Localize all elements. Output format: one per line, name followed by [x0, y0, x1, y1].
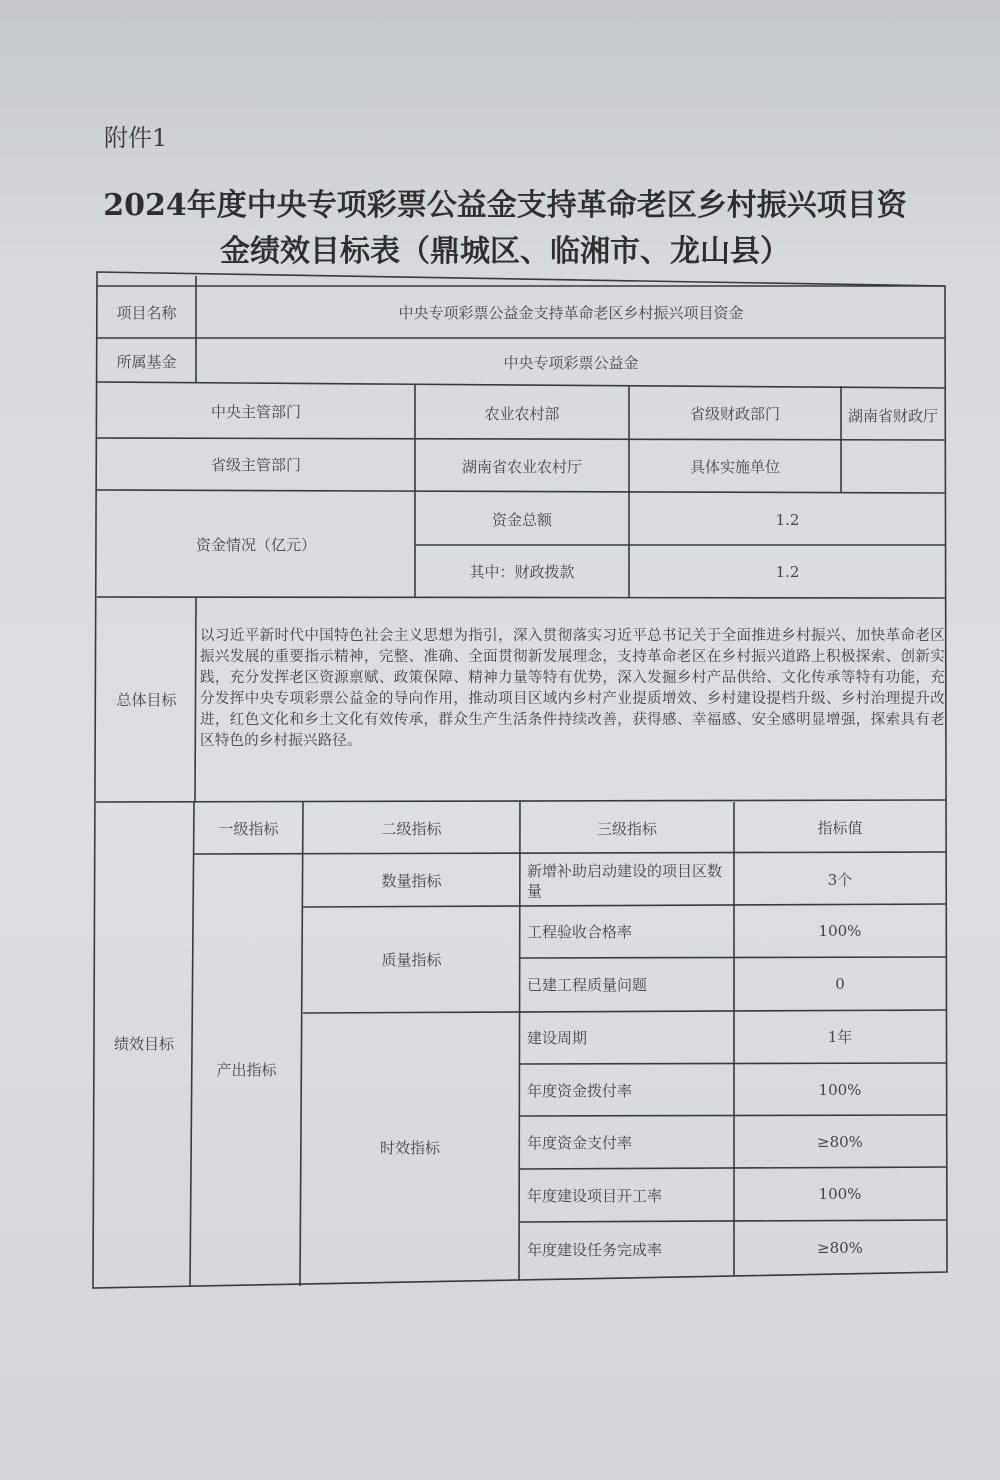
overall-goal-label: 总体目标	[116, 690, 177, 709]
document-title-line2: 金绩效目标表（鼎城区、临湘市、龙山县）	[220, 234, 790, 269]
indicator-row: 年度建设项目开工率	[527, 1187, 663, 1205]
performance-label: 绩效目标	[113, 1035, 174, 1053]
prov-dept-value: 湖南省农业农村厅	[461, 457, 582, 476]
prov-finance-value: 湖南省财政厅	[847, 407, 938, 425]
indicator-row: 建设周期	[527, 1029, 588, 1047]
attachment-label: 附件1	[104, 124, 168, 152]
indicator-row: 年度建设任务完成率	[527, 1241, 663, 1259]
impl-unit-label: 具体实施单位	[689, 457, 780, 476]
header-level1: 一级指标	[218, 819, 279, 838]
prov-dept-label: 省级主管部门	[210, 455, 301, 474]
indicator-row: 已建工程质量问题	[527, 976, 648, 994]
funds-fiscal-value: 1.2	[775, 562, 800, 581]
level2-timeliness: 时效指标	[379, 1139, 440, 1157]
funds-fiscal-label: 其中：财政拨款	[469, 562, 575, 581]
overall-goal-text: 以习近平新时代中国特色社会主义思想为指引，深入贯彻落实习近平总书记关于全面推进乡村振兴、加快革命老区振兴发展的重要指示精神，完整、准确、全面贯彻新发展理念，支持革命老区在乡村振兴道路上积极探索、创新实践，充分发挥老区资源禀赋、政策保障、精神力量等特有优势，深入发掘乡村产品供给、文化传承等特有功能，充分发挥中央专项彩票公益金的导向作用，推动项目区域内乡村产业提质增效、乡村建设提档升级、乡村治理提升改进，红色文化和乡土文化有效传承，群众生产生活条件持续改善，获得感、幸福感、安全感明显增强，探索具有老区特色的乡村振兴路径。	[200, 628, 945, 749]
indicator-value: 1年	[827, 1028, 853, 1046]
prov-finance-label: 省级财政部门	[689, 405, 780, 423]
indicator-value: 100%	[818, 922, 862, 940]
project-name-value: 中央专项彩票公益金支持革命老区乡村振兴项目资金	[398, 304, 744, 322]
level2-quantity: 数量指标	[381, 872, 442, 890]
funds-total-label: 资金总额	[491, 510, 552, 529]
indicator-value: ≥80%	[817, 1132, 863, 1151]
impl-unit-value	[842, 441, 945, 493]
indicator-row: 新增补助启动建设的项目区数量	[527, 862, 723, 900]
indicator-value: 100%	[818, 1080, 862, 1099]
indicator-value: ≥80%	[817, 1238, 863, 1257]
indicator-value: 100%	[818, 1185, 862, 1203]
indicator-row: 年度资金支付率	[527, 1134, 633, 1152]
level1-output: 产出指标	[216, 1061, 277, 1079]
header-value: 指标值	[817, 819, 863, 837]
indicator-row: 工程验收合格率	[527, 923, 633, 941]
indicator-row: 年度资金拨付率	[527, 1081, 633, 1100]
fund-label: 所属基金	[116, 352, 177, 371]
header-level3: 三级指标	[596, 819, 657, 838]
central-dept-value: 农业农村部	[484, 405, 560, 423]
indicator-value: 3个	[827, 870, 853, 889]
funds-label: 资金情况（亿元）	[195, 535, 316, 554]
indicator-value: 0	[835, 975, 845, 993]
project-name-label: 项目名称	[116, 304, 177, 322]
level2-quality: 质量指标	[381, 951, 442, 969]
document-title-line1: 2024年度中央专项彩票公益金支持革命老区乡村振兴项目资	[103, 188, 907, 223]
fund-value: 中央专项彩票公益金	[503, 354, 639, 372]
central-dept-label: 中央主管部门	[210, 403, 301, 421]
funds-total-value: 1.2	[775, 510, 800, 529]
header-level2: 二级指标	[381, 819, 442, 838]
